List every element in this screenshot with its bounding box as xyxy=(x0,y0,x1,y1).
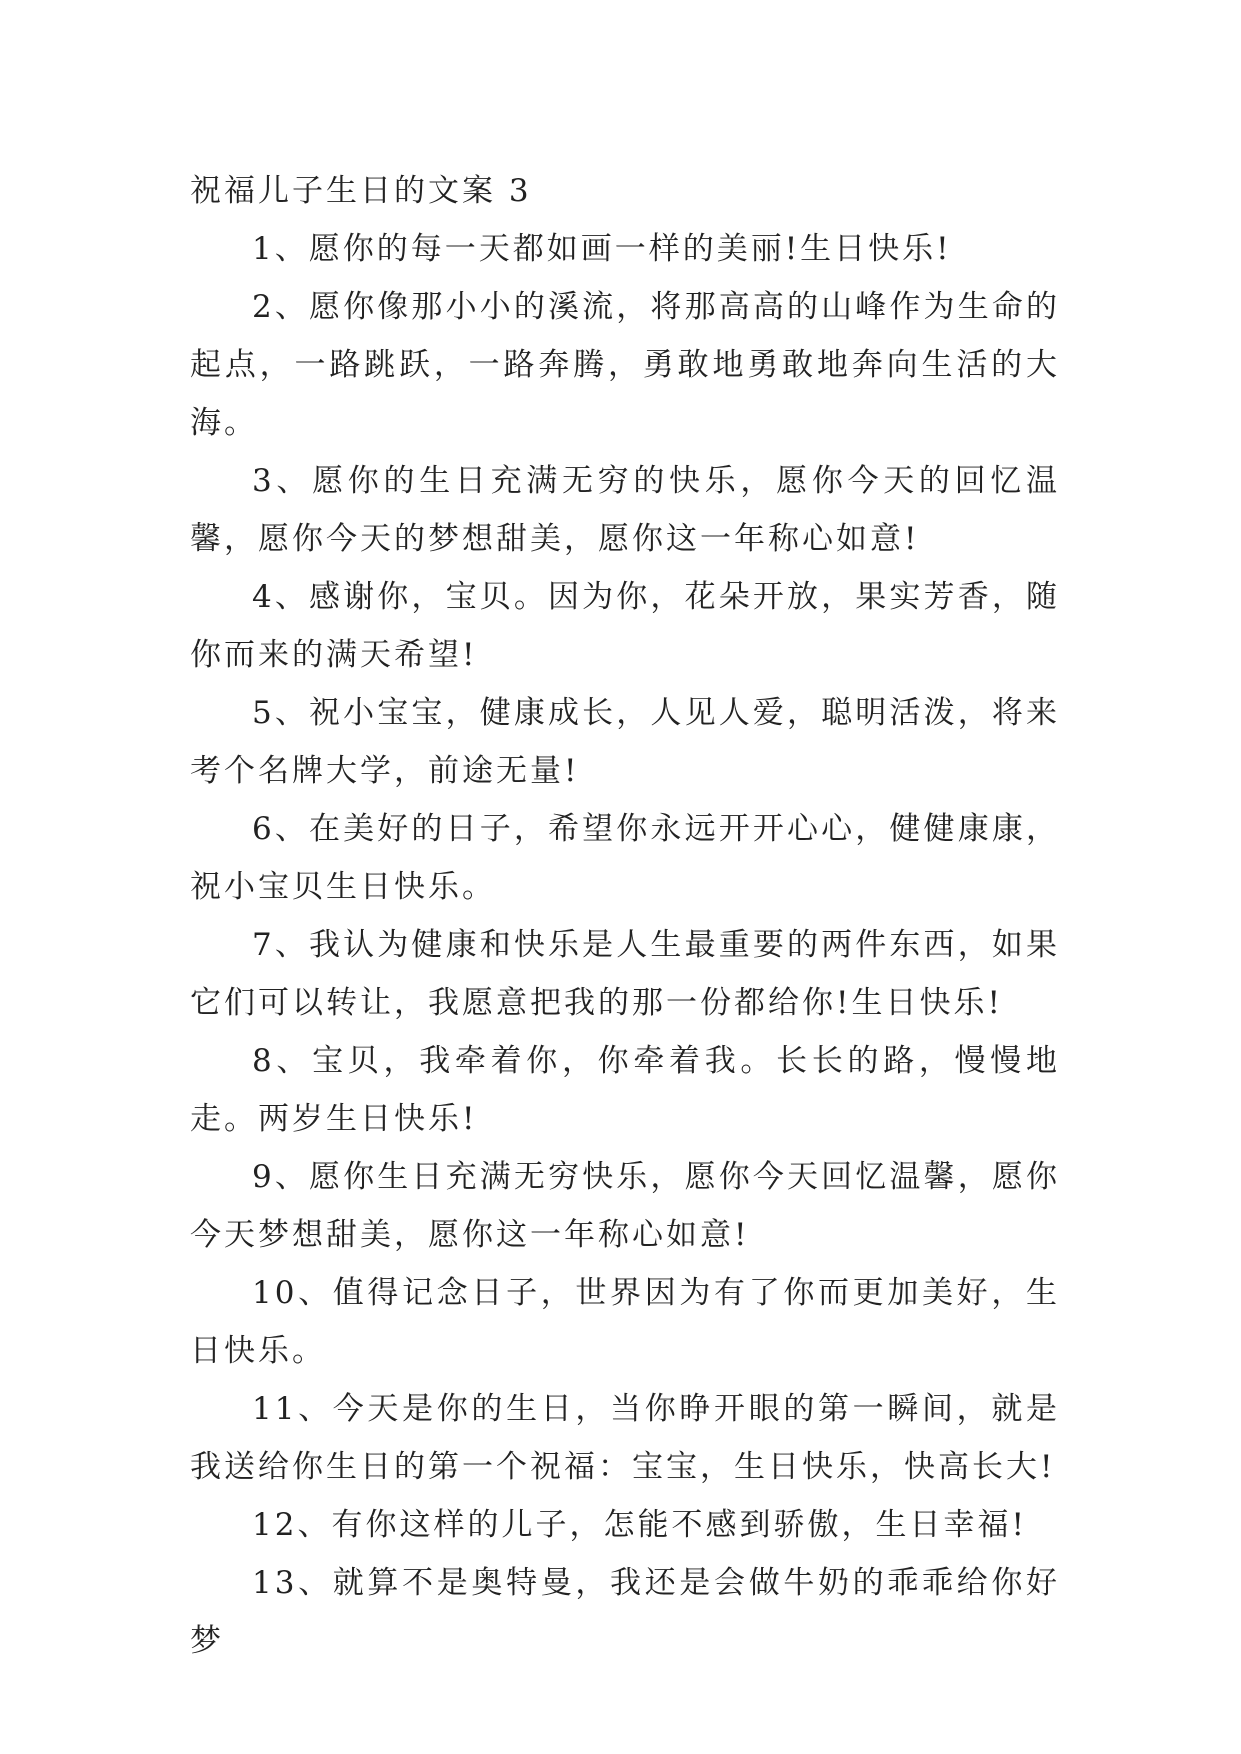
document-title: 祝福儿子生日的文案 3 xyxy=(190,173,532,209)
wish-paragraph-7: 7、我认为健康和快乐是人生最重要的两件东西，如果它们可以转让，我愿意把我的那一份都给你!生日快乐! xyxy=(190,927,1060,1021)
wish-paragraph-4: 4、感谢你，宝贝。因为你，花朵开放，果实芳香，随你而来的满天希望! xyxy=(190,579,1060,673)
wish-paragraph-13: 13、就算不是奥特曼，我还是会做牛奶的乖乖给你好梦 xyxy=(190,1565,1060,1659)
wish-paragraph-6: 6、在美好的日子，希望你永远开开心心，健健康康，祝小宝贝生日快乐。 xyxy=(190,811,1060,905)
wish-paragraph-2: 2、愿你像那小小的溪流，将那高高的山峰作为生命的起点，一路跳跃，一路奔腾，勇敢地勇敢地奔向生活的大海。 xyxy=(190,289,1060,441)
document-body xyxy=(190,162,1060,1670)
wish-paragraph-5: 5、祝小宝宝，健康成长，人见人爱，聪明活泼，将来考个名牌大学，前途无量! xyxy=(190,695,1060,789)
wish-paragraph-3: 3、愿你的生日充满无穷的快乐，愿你今天的回忆温馨，愿你今天的梦想甜美，愿你这一年称心如意! xyxy=(190,463,1060,557)
wish-paragraph-8: 8、宝贝，我牵着你，你牵着我。长长的路，慢慢地走。两岁生日快乐! xyxy=(190,1043,1060,1137)
wish-paragraph-9: 9、愿你生日充满无穷快乐，愿你今天回忆温馨，愿你今天梦想甜美，愿你这一年称心如意! xyxy=(190,1159,1060,1253)
wish-paragraph-11: 11、今天是你的生日，当你睁开眼的第一瞬间，就是我送给你生日的第一个祝福：宝宝，生日快乐，快高长大! xyxy=(190,1391,1060,1485)
wish-paragraph-1: 1、愿你的每一天都如画一样的美丽!生日快乐! xyxy=(252,231,952,267)
wish-paragraph-10: 10、值得记念日子，世界因为有了你而更加美好，生日快乐。 xyxy=(190,1275,1060,1369)
wish-paragraph-12: 12、有你这样的儿子，怎能不感到骄傲，生日幸福! xyxy=(252,1507,1027,1543)
